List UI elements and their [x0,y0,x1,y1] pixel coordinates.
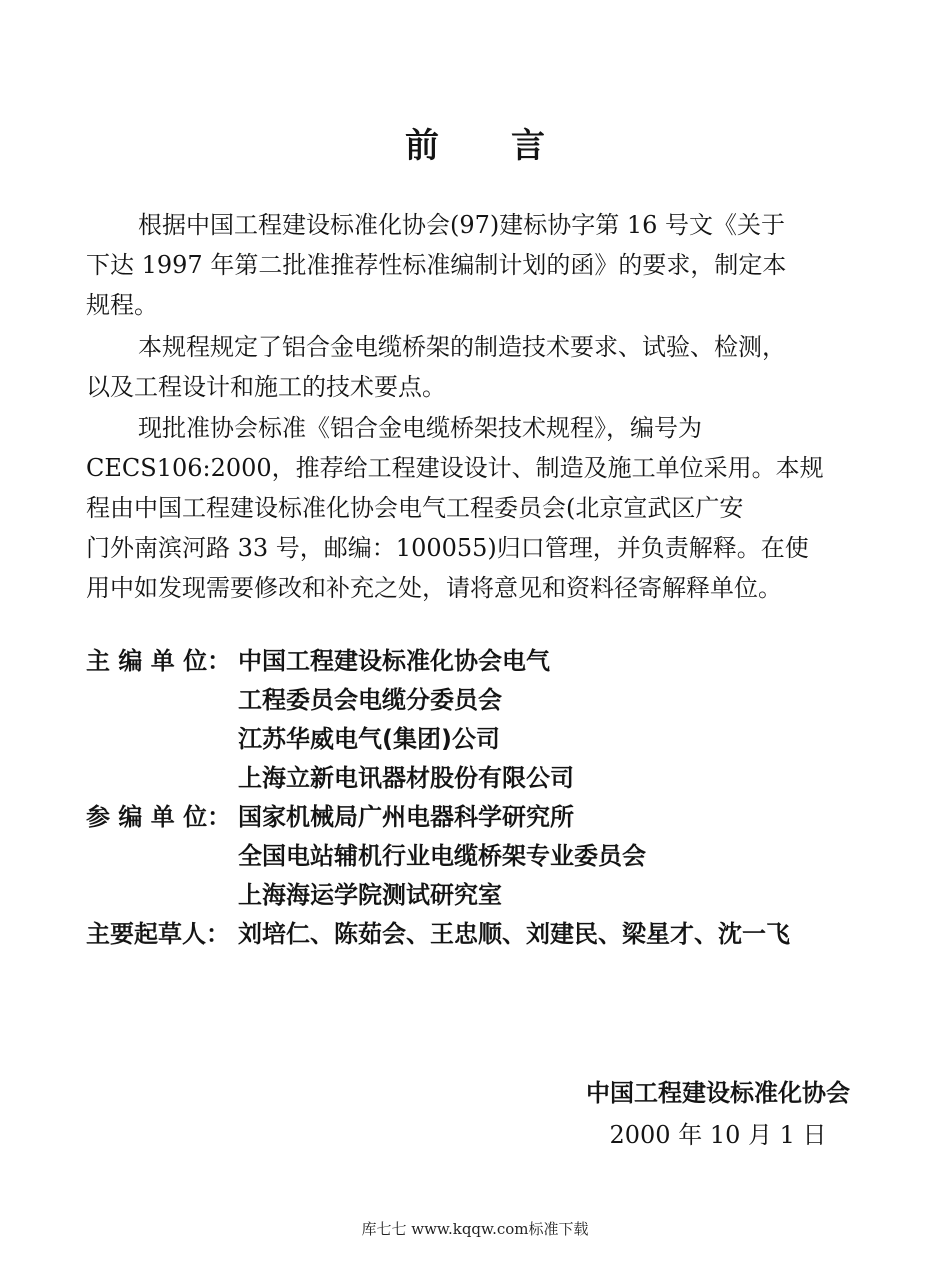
participant-unit-name: 国家机械局广州电器科学研究所 [238,803,574,831]
participant-unit-name: 上海海运学院测试研究室 [238,881,502,909]
drafters-row [86,915,790,954]
drafters-label: 主要起草人： [86,920,230,948]
chief-unit-row [86,642,790,681]
paragraph-2 [86,327,850,407]
paragraph-3 [86,408,850,608]
paragraph-line: 本规程规定了铝合金电缆桥架的制造技术要求、试验、检测， [138,333,786,361]
paragraph-line: 以及工程设计和施工的技术要点。 [86,373,446,401]
paragraph-1 [86,205,850,325]
paragraph-line: 用中如发现需要修改和补充之处，请将意见和资料径寄解释单位。 [86,574,782,602]
editing-units [86,642,790,954]
chief-unit-name: 工程委员会电缆分委员会 [238,686,502,714]
paragraph-line: 根据中国工程建设标准化协会(97)建标协字第 16 号文《关于 [138,211,786,239]
chief-unit-label: 主 编 单 位： [86,647,232,675]
signoff-organization: 中国工程建设标准化协会 [586,1079,850,1107]
paragraph-line: 规程。 [86,291,158,319]
paragraph-line: 下达 1997 年第二批准推荐性标准编制计划的函》的要求，制定本 [86,251,787,279]
signoff [586,1072,850,1156]
chief-unit-row [86,759,790,798]
drafters-names: 刘培仁、陈茹会、王忠顺、刘建民、梁星才、沈一飞 [238,920,790,948]
title-char-1: 前 [405,126,439,166]
chief-unit-row [86,681,790,720]
paragraph-line: 现批准协会标准《铝合金电缆桥架技术规程》，编号为 [138,414,702,442]
participant-unit-label: 参 编 单 位： [86,803,232,831]
chief-unit-name: 上海立新电讯器材股份有限公司 [238,764,574,792]
participant-unit-row [86,798,790,837]
participant-unit-row [86,876,790,915]
paragraph-line: 程由中国工程建设标准化协会电气工程委员会(北京宣武区广安 [86,494,744,522]
chief-unit-name: 江苏华威电气(集团)公司 [238,725,500,753]
paragraph-line: 门外南滨河路 33 号，邮编：100055)归口管理，并负责解释。在使 [86,534,809,562]
paragraph-line: CECS106:2000，推荐给工程建设设计、制造及施工单位采用。本规 [86,454,824,482]
page-title [0,118,950,167]
chief-unit-name: 中国工程建设标准化协会电气 [238,647,550,675]
chief-unit-row [86,720,790,759]
participant-unit-row [86,837,790,876]
participant-unit-name: 全国电站辅机行业电缆桥架专业委员会 [238,842,646,870]
title-char-2: 言 [511,126,545,166]
signoff-date: 2000 年 10 月 1 日 [609,1121,827,1149]
footer-watermark: 库七七 www.kqqw.com标准下载 [361,1220,589,1238]
